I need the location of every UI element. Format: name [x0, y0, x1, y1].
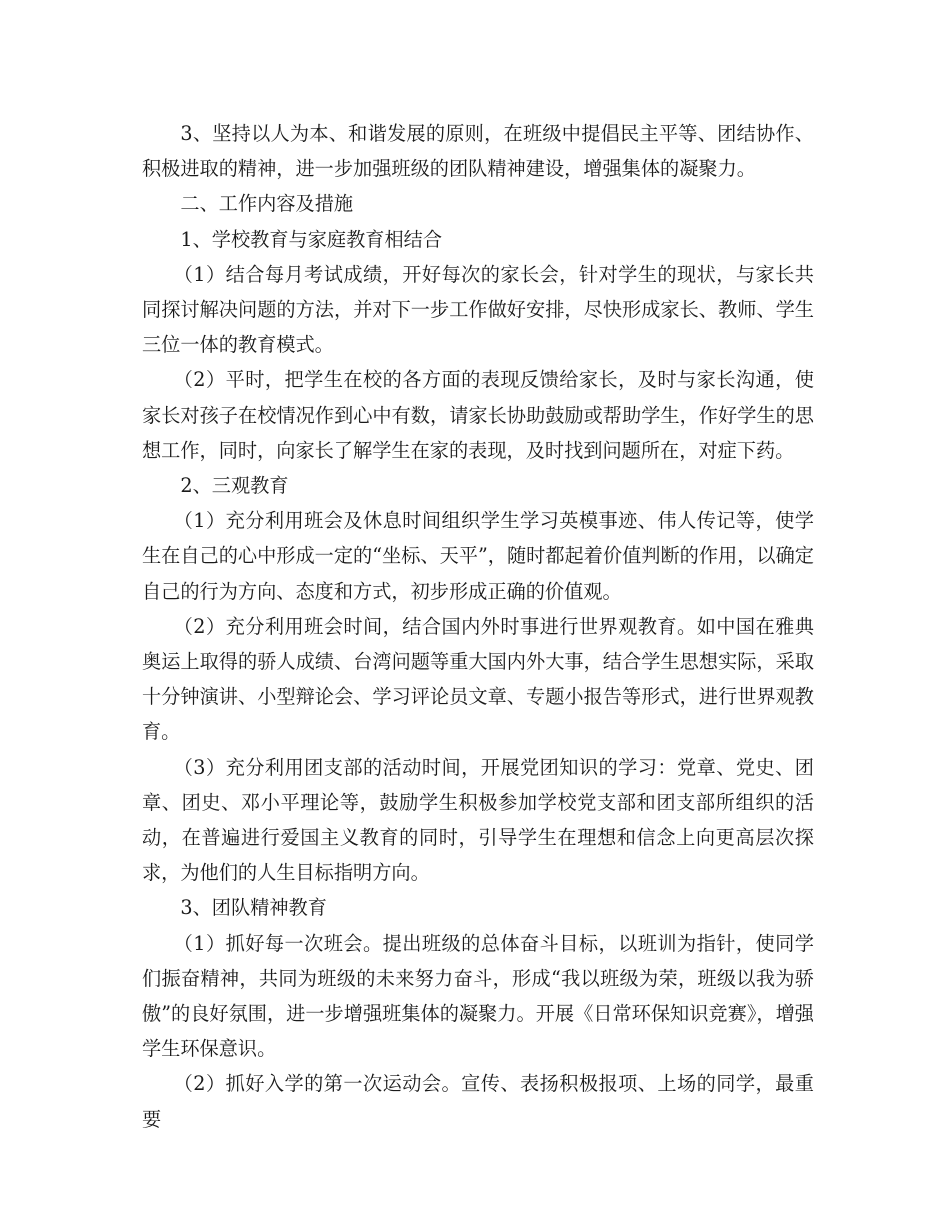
paragraph-parent-meeting: （1）结合每月考试成绩，开好每次的家长会，针对学生的现状，与家长共同探讨解决问题的方法，并对下一步工作做好安排，尽快形成家长、教师、学生三位一体的教育模式。 — [142, 262, 814, 357]
paragraph-party-league-education: （3）充分利用团支部的活动时间，开展党团知识的学习：党章、党史、团章、团史、邓小平理论等，鼓励学生积极参加学校党支部和团支部所组织的活动，在普遍进行爱国主义教育的同时，引导学生在理想和信念上向更高层次探求，为他们的人生目标指明方向。 — [142, 755, 814, 885]
paragraph-parent-communication: （2）平时，把学生在校的各方面的表现反馈给家长，及时与家长沟通，使家长对孩子在校情况作到心中有数，请家长协助鼓励或帮助学生，作好学生的思想工作，同时，向家长了解学生在家的表现，及时找到问题所在，对症下药。 — [142, 368, 814, 462]
paragraph-class-meeting: （1）抓好每一次班会。提出班级的总体奋斗目标，以班训为指针，使同学们振奋精神，共同为班级的未来努力奋斗，形成“我以班级为荣，班级以我为骄傲”的良好氛围，进一步增强班集体的凝聚力。开展《日常环保知识竞赛》，增强学生环保意识。 — [142, 931, 814, 1061]
subheading-team-spirit-education: 3、团队精神教育 — [180, 896, 327, 920]
subheading-school-family-education: 1、学校教育与家庭教育相结合 — [180, 227, 443, 251]
section-heading-work-content: 二、工作内容及措施 — [180, 192, 354, 216]
paragraph-worldview-education: （2）充分利用班会时间，结合国内外时事进行世界观教育。如中国在雅典奥运上取得的骄人成绩、台湾问题等重大国内外大事，结合学生思想实际，采取十分钟演讲、小型辩论会、学习评论员文章、专题小报告等形式，进行世界观教育。 — [142, 614, 814, 744]
paragraph-sports-meeting: （2）抓好入学的第一次运动会。宣传、表扬积极报项、上场的同学，最重要 — [142, 1072, 814, 1131]
subheading-three-views-education: 2、三观教育 — [180, 474, 289, 498]
paragraph-values-education: （1）充分利用班会及休息时间组织学生学习英模事迹、伟人传记等，使学生在自己的心中形成一定的“坐标、天平”，随时都起着价值判断的作用，以确定自己的行为方向、态度和方式，初步形成正确的价值观。 — [142, 509, 814, 603]
paragraph-principle-3: 3、坚持以人为本、和谐发展的原则，在班级中提倡民主平等、团结协作、积极进取的精神，进一步加强班级的团队精神建设，增强集体的凝聚力。 — [142, 122, 814, 181]
document-page — [142, 116, 814, 1137]
